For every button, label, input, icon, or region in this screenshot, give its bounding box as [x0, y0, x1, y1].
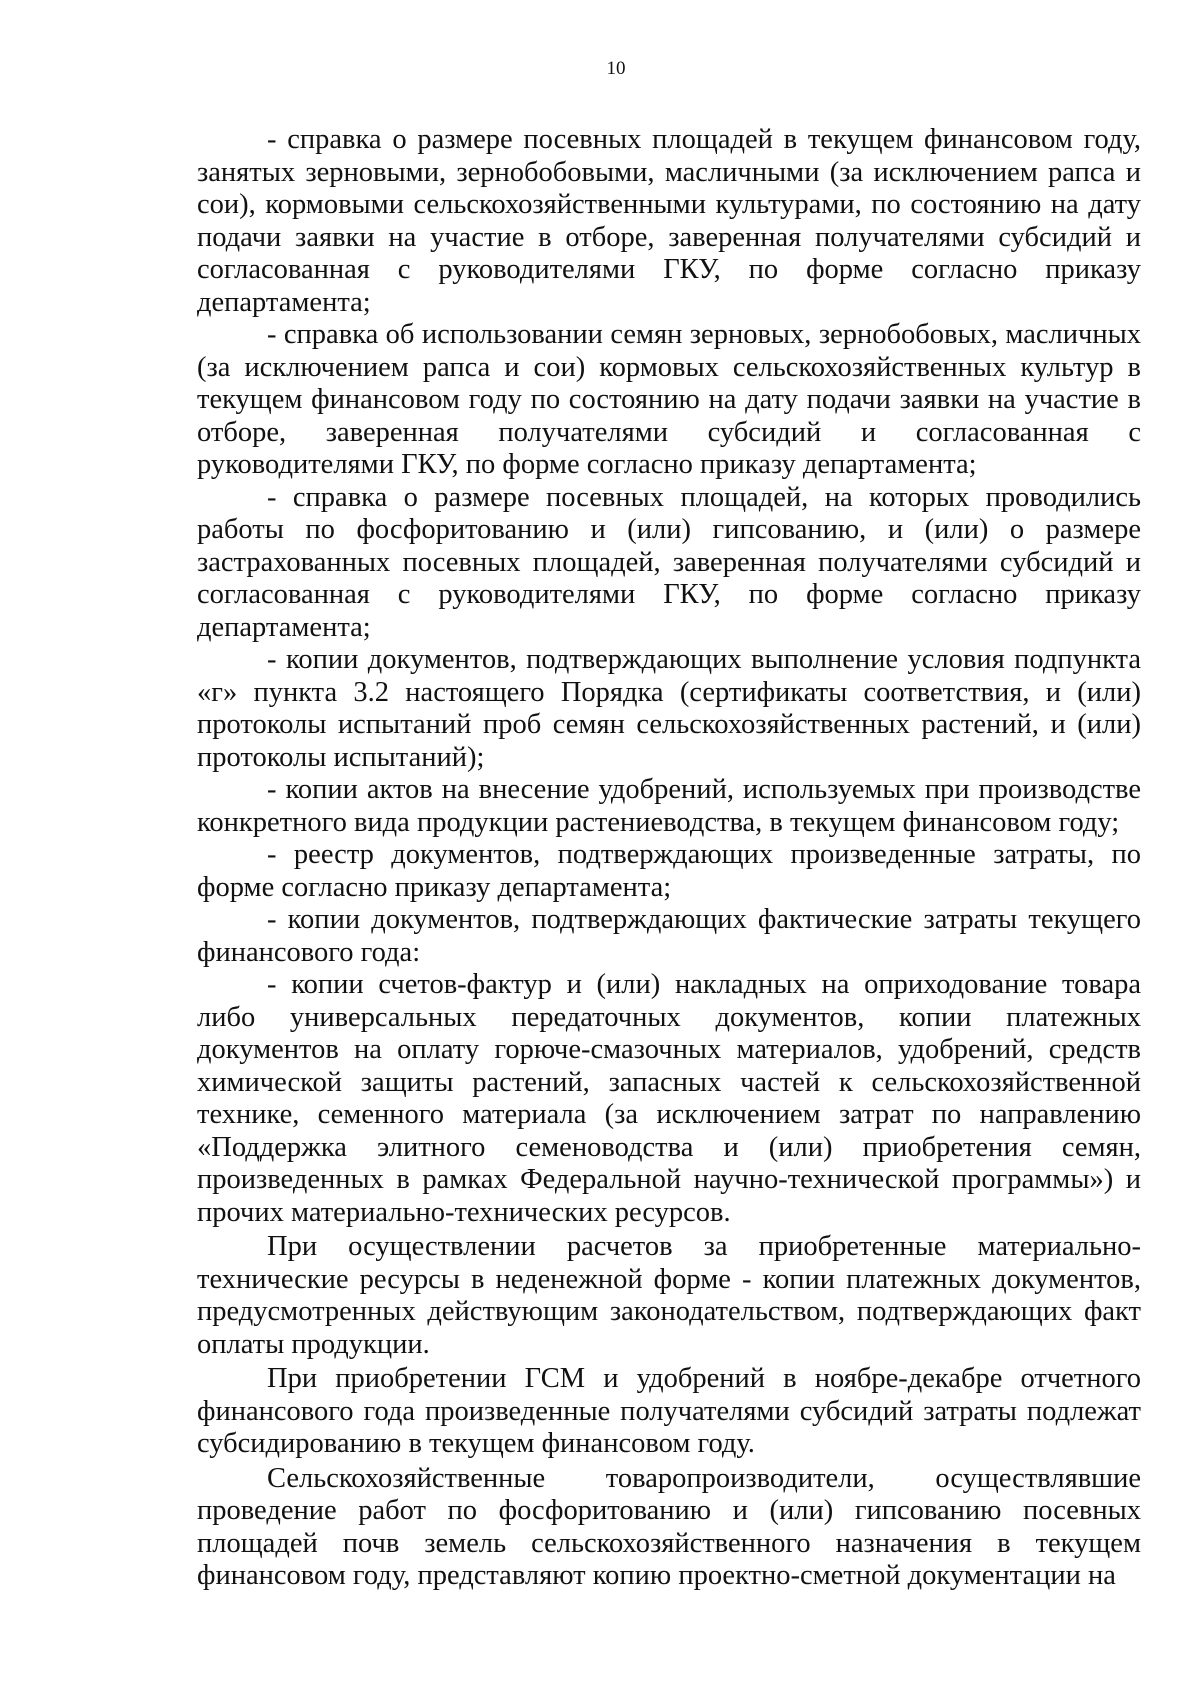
- paragraph-invoices: - копии счетов-фактур и (или) накладных на оприходование товара либо универсальных передаточных документов, копии платежных документов на оплату горюче-смазочных материалов, удобрений, средств химической защиты растений, запасных частей к сельскохозяйственной технике, семенного материала (за исключением затрат по направлению «Поддержка элитного семеноводства и (или) приобретения семян, произведенных в рамках Федеральной научно-технической программы») и прочих материально-технических ресурсов.: [197, 969, 1141, 1228]
- paragraph-sowing-area-certificate: - справка о размере посевных площадей в текущем финансовом году, занятых зерновыми, зернобобовыми, масличными (за исключением рапса и сои), кормовыми сельскохозяйственными культурами, по состоянию на дату подачи заявки на участие в отборе, заверенная получателями субсидий и согласованная с руководителями ГКУ, по форме согласно приказу департамента;: [197, 124, 1141, 318]
- paragraph-non-cash-settlement: При осуществлении расчетов за приобретенные материально-технические ресурсы в неденежной форме - копии платежных документов, предусмотренных действующим законодательством, подтверждающих факт оплаты продукции.: [197, 1231, 1141, 1360]
- document-body: [197, 124, 1141, 1593]
- paragraph-actual-costs: - копии документов, подтверждающих фактические затраты текущего финансового года:: [197, 904, 1141, 968]
- paragraph-producers-documentation: Сельскохозяйственные товаропроизводители, осуществлявшие проведение работ по фосфоритованию и (или) гипсованию посевных площадей почв земель сельскохозяйственного назначения в текущем финансовом году, представляют копию проектно-сметной документации на: [197, 1462, 1141, 1591]
- paragraph-quality-documents: - копии документов, подтверждающих выполнение условия подпункта «г» пункта 3.2 настоящего Порядка (сертификаты соответствия, и (или) протоколы испытаний проб семян сельскохозяйственных растений, и (или) протоколы испытаний);: [197, 644, 1141, 773]
- paragraph-phosphoritization-certificate: - справка о размере посевных площадей, на которых проводились работы по фосфоритованию и (или) гипсованию, и (или) о размере застрахованных посевных площадей, заверенная получателями субсидий и согласованная с руководителями ГКУ, по форме согласно приказу департамента;: [197, 481, 1141, 643]
- paragraph-cost-registry: - реестр документов, подтверждающих произведенные затраты, по форме согласно приказу департамента;: [197, 839, 1141, 903]
- paragraph-fertilizer-acts: - копии актов на внесение удобрений, используемых при производстве конкретного вида продукции растениеводства, в текущем финансовом году;: [197, 774, 1141, 838]
- paragraph-fuel-fertilizer-purchase: При приобретении ГСМ и удобрений в ноябре-декабре отчетного финансового года произведенные получателями субсидий затраты подлежат субсидированию в текущем финансовом году.: [197, 1363, 1141, 1459]
- paragraph-seed-usage-certificate: - справка об использовании семян зерновых, зернобобовых, масличных (за исключением рапса и сои) кормовых сельскохозяйственных культур в текущем финансовом году по состоянию на дату подачи заявки на участие в отборе, заверенная получателями субсидий и согласованная с руководителями ГКУ, по форме согласно приказу департамента;: [197, 319, 1141, 480]
- page-number: 10: [606, 58, 626, 79]
